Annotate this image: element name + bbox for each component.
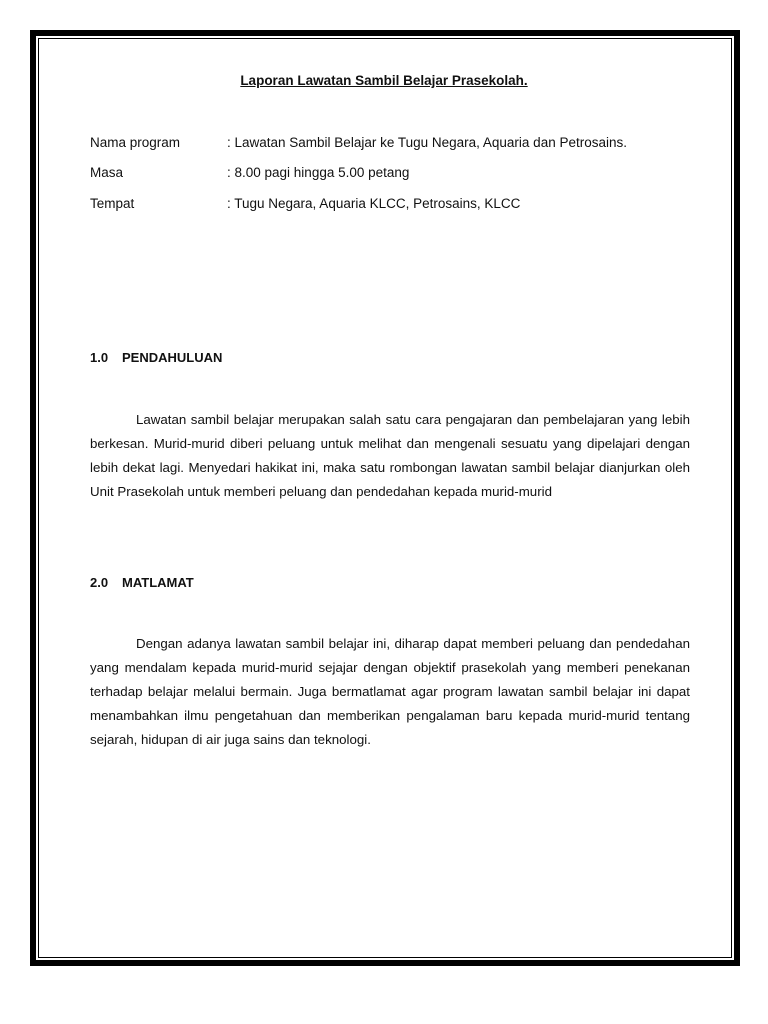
info-label: Tempat (90, 196, 135, 211)
info-value: : Lawatan Sambil Belajar ke Tugu Negara, Aquaria dan Petrosains. (227, 135, 627, 150)
section-paragraph-objective: Dengan adanya lawatan sambil belajar ini, diharap dapat memberi peluang dan pendedahan yang mendalam kepada murid-murid sejajar dengan objektif prasekolah yang memberi penekanan terhadap belajar melalui bermain. Juga bermatlamat agar program lawatan sambil belajar ini dapat menambahkan ilmu pengetahuan dan memberikan pengalaman baru kepada murid-murid tentang sejarah, hidupan di air juga sains dan teknologi. (90, 636, 690, 747)
info-row-time (90, 165, 409, 180)
section-number: 2.0 (90, 575, 109, 590)
section-heading-objective (90, 575, 194, 590)
info-value: : Tugu Negara, Aquaria KLCC, Petrosains, KLCC (227, 196, 521, 211)
section-number: 1.0 (90, 350, 109, 365)
report-title: Laporan Lawatan Sambil Belajar Prasekolah. (240, 73, 528, 88)
info-value: : 8.00 pagi hingga 5.00 petang (227, 165, 410, 180)
section-title: PENDAHULUAN (122, 350, 223, 365)
info-row-place (90, 196, 520, 211)
info-row-program (90, 135, 627, 150)
info-label: Nama program (90, 135, 181, 150)
info-label: Masa (90, 165, 124, 180)
section-paragraph-introduction: Lawatan sambil belajar merupakan salah satu cara pengajaran dan pembelajaran yang lebih berkesan. Murid-murid diberi peluang untuk melihat dan mengenali sesuatu yang dipelajari dengan lebih dekat lagi. Menyedari hakikat ini, maka satu rombongan lawatan sambil belajar dianjurkan oleh Unit Prasekolah untuk memberi peluang dan pendedahan kepada murid-murid (90, 412, 690, 499)
section-heading-introduction (90, 350, 222, 365)
section-title: MATLAMAT (122, 575, 194, 590)
